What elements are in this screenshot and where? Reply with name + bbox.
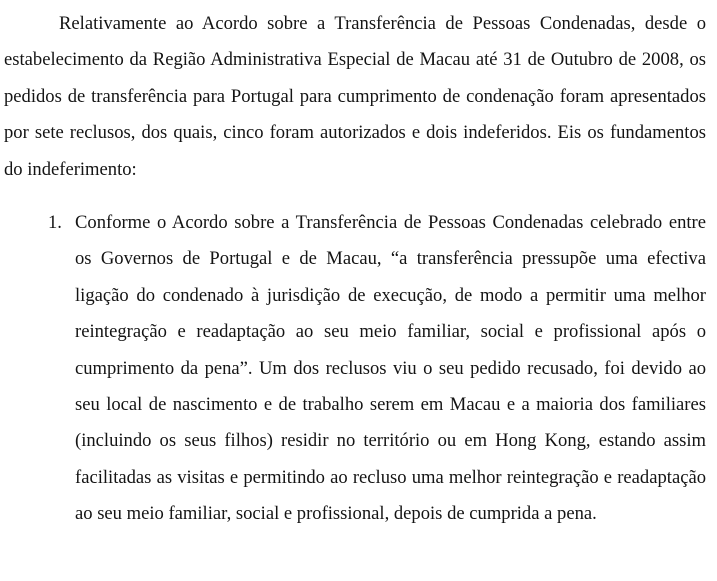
intro-paragraph: Relativamente ao Acordo sobre a Transferência de Pessoas Condenadas, desde o estabelecimento da Região Administrativa Especial de Macau até 31 de Outubro de 2008, os pedidos de transferência para Portugal para cumprimento de condenação foram apresentados por sete reclusos, dos quais, cinco foram autorizados e dois indeferidos. Eis os fundamentos do indeferimento:: [4, 13, 706, 180]
list-item-text: Conforme o Acordo sobre a Transferência de Pessoas Condenadas celebrado entre os Governos de Portugal e de Macau, “a transferência pressupõe uma efectiva ligação do condenado à jurisdição de execução, de modo a permitir uma melhor reintegração e readaptação ao seu meio familiar, social e profissional após o cumprimento da pena”. Um dos reclusos viu o seu pedido recusado, foi devido ao seu local de nascimento e de trabalho serem em Macau e a maioria dos familiares (incluindo os seus filhos) residir no território ou em Hong Kong, estando assim facilitadas as visitas e permitindo ao recluso uma melhor reintegração e readaptação ao seu meio familiar, social e profissional, depois de cumprida a pena.: [75, 212, 706, 525]
list-item-number: 1.: [48, 212, 62, 233]
